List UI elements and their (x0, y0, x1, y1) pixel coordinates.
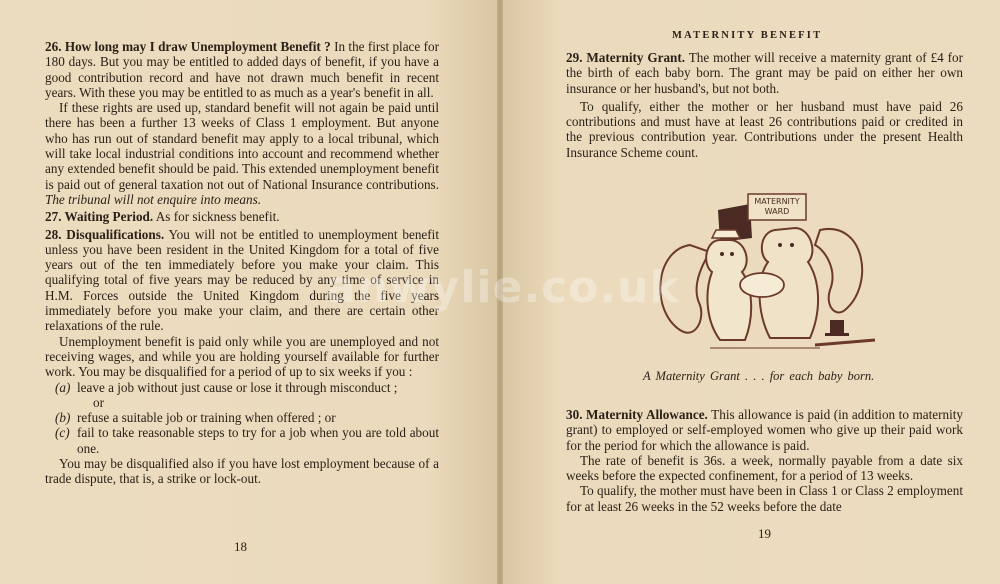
page-number-right: 19 (758, 526, 771, 541)
q28-paragraph-3: You may be disqualified also if you have lost employment because of a trade dispute, that is, a strike or lock-out. (45, 456, 439, 487)
q27-text: As for sickness benefit. (155, 209, 280, 225)
right-text-column-bottom (566, 407, 963, 514)
hat-shape (830, 320, 844, 334)
baby-bundle (740, 273, 784, 297)
list-label-c: (c) (55, 425, 70, 441)
nurse-eye (720, 252, 724, 256)
nurse-eye-2 (730, 252, 734, 256)
list-item-a (55, 380, 439, 395)
q26-paragraph-1 (45, 39, 439, 100)
sign-line-2: WARD (764, 207, 790, 216)
q26-text-2: If these rights are used up, standard benefit will not again be paid until there has been a further 13 weeks of Class 1 employment. But anyone who has run out of standard benefit may apply to a local tribunal, which will take local industrial conditions into account and recommend whether any extended benefit should be paid. This extended unemployment benefit is paid out of general taxation not out of National Insurance contributions. (45, 100, 439, 192)
list-text-c: fail to take reasonable steps to try for a job when you are told about one. (77, 425, 439, 456)
left-text-column (45, 39, 439, 487)
nurse-cap (712, 230, 740, 238)
hat-brim (825, 333, 849, 336)
nurse-tail (660, 245, 710, 333)
father-eye-2 (790, 243, 794, 247)
q29-text-1: The mother will receive a maternity grant of £4 for the birth of each baby born. The grant may be paid on either her own insurance or her husband's, but not both. (566, 50, 964, 96)
right-text-column-top (566, 50, 963, 160)
q28-heading: 28. Disqualifications. (45, 226, 165, 242)
page-number-left: 18 (234, 539, 247, 554)
q27-paragraph (45, 209, 439, 224)
q28-text-1: You will not be entitled to unemployment benefit unless you have been resident in the United Kingdom for a total of five years out of the ten immediately before you make your claim. This qualifying total of five years may be reduced by any time of service in H.M. Forces outside the United Kingdom during the five years immediately before you make your claim, and there are certain other relaxations of the rule. (45, 226, 439, 334)
q29-paragraph-1 (566, 50, 963, 96)
q29-paragraph-2: To qualify, either the mother or her husband must have paid 26 contributions and must have at least 26 contributions paid or credited in the previous contribution year. Contributions under the present Health Insurance Scheme count. (566, 98, 963, 160)
sign-line-1: MATERNITY (754, 197, 800, 206)
watermark-text: anwylie.co.uk (326, 262, 680, 313)
list-text-a: leave a job without just cause or lose it through misconduct ; (77, 379, 398, 395)
q28-paragraph-1 (45, 227, 439, 334)
illustration-caption: A Maternity Grant . . . for each baby born. (643, 369, 875, 383)
list-item-b (55, 410, 439, 425)
father-tail (815, 229, 862, 312)
q30-heading: 30. Maternity Allowance. (566, 407, 708, 422)
list-label-a: (a) (55, 379, 71, 395)
q30-text-1: This allowance is paid (in addition to maternity grant) to employed or self-employed women who give up their paid work for the period for which the allowance is paid. (566, 407, 964, 453)
q26-italic-note: The tribunal will not enquire into means. (45, 191, 262, 207)
q30-paragraph-1 (566, 407, 963, 453)
running-head: MATERNITY BENEFIT (672, 30, 823, 41)
list-text-b: refuse a suitable job or training when offered ; or (77, 410, 336, 426)
maternity-illustration (650, 190, 880, 360)
umbrella-shape (815, 340, 875, 345)
q26-text-1: In the first place for 180 days. But you may be entitled to added days of benefit, if you have a good contribution record and have not drawn much benefit in recent years. With these you may be entitled to as much as a year's benefit in all. (45, 39, 439, 100)
list-item-c (55, 425, 439, 456)
list-or: or (93, 394, 104, 410)
q26-heading: 26. How long may I draw Unemployment Benefit ? (45, 39, 331, 54)
book-gutter (497, 0, 503, 584)
q28-paragraph-2: Unemployment benefit is paid only while you are unemployed and not receiving wages, and while you are holding yourself available for further work. You may be disqualified for a period of up to six weeks if you : (45, 333, 439, 380)
q30-paragraph-3: To qualify, the mother must have been in Class 1 or Class 2 employment for at least 26 weeks in the 52 weeks before the date (566, 483, 963, 514)
q29-heading: 29. Maternity Grant. (566, 50, 686, 65)
father-eye (778, 243, 782, 247)
q27-heading: 27. Waiting Period. (45, 209, 154, 225)
list-label-b: (b) (55, 410, 71, 426)
q26-paragraph-2 (45, 100, 439, 207)
q30-paragraph-2: The rate of benefit is 36s. a week, normally payable from a date six weeks before the expected confinement, for a period of 13 weeks. (566, 452, 963, 484)
